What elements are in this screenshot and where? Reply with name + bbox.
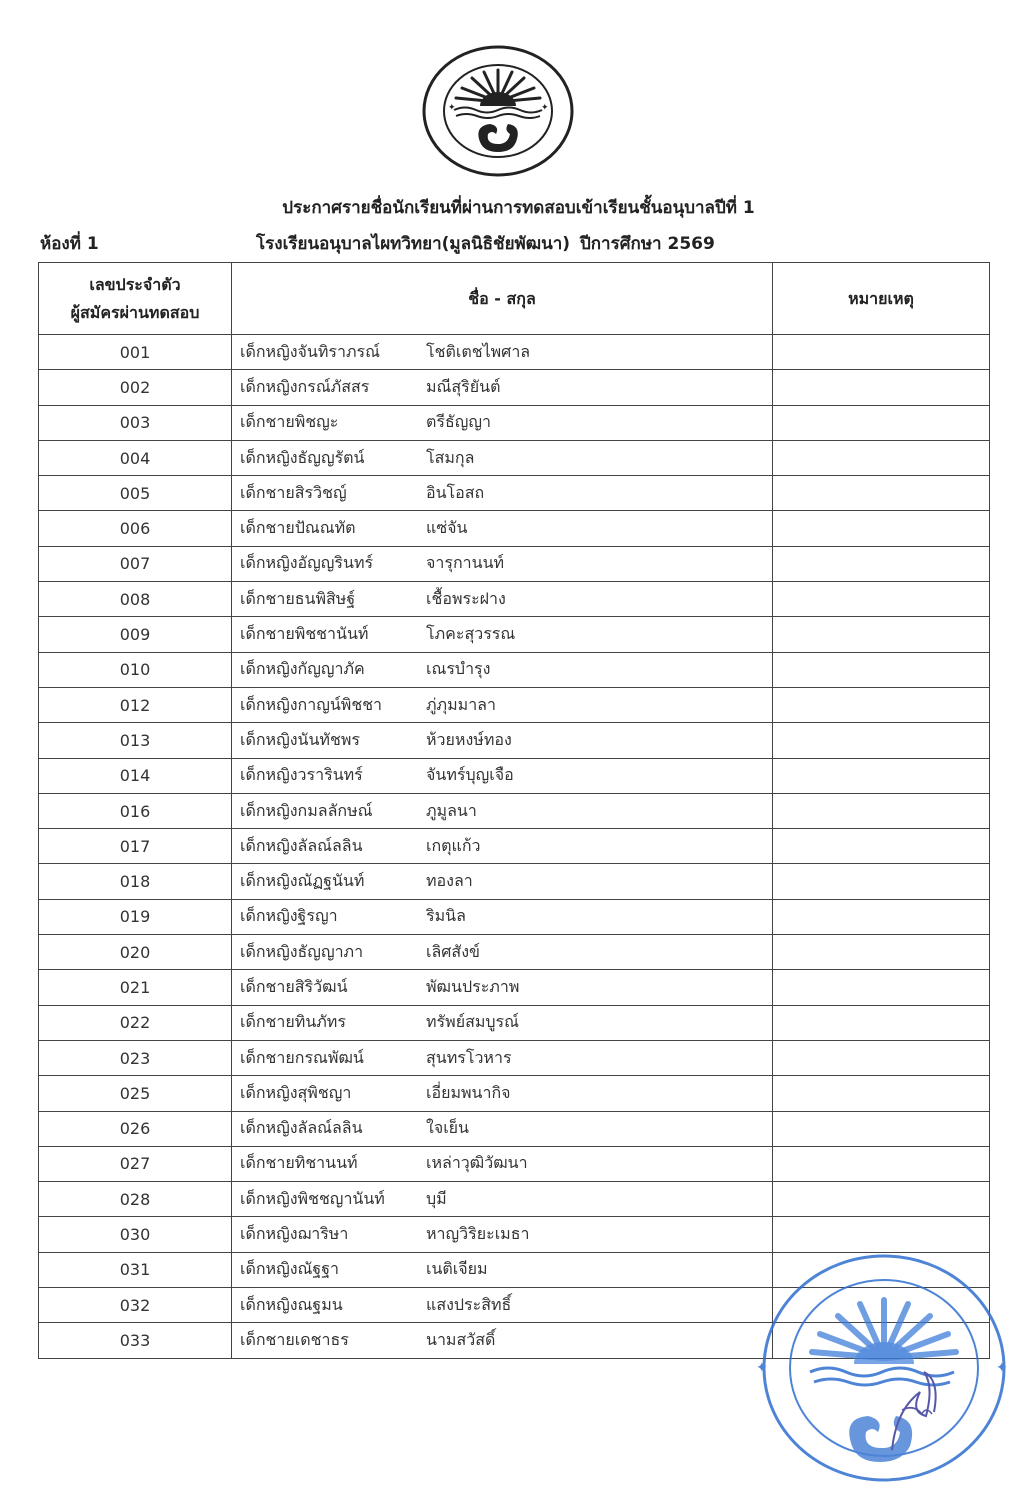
student-last-name: สุนทรโวหาร (426, 1047, 512, 1067)
applicant-id: 033 (39, 1323, 232, 1358)
school-year-heading (256, 230, 715, 257)
student-last-name: พัฒนประภาพ (426, 976, 520, 996)
room-label: ห้องที่ 1 (40, 234, 99, 254)
student-first-name: เด็กหญิงฌาริษา (240, 1224, 349, 1244)
column-header-id-line1: เลขประจำตัว (89, 274, 181, 294)
note-cell (773, 1005, 990, 1040)
student-last-name: จันทร์บุญเจือ (426, 765, 514, 785)
student-first-name: เด็กชายปัณณทัต (240, 518, 356, 538)
applicant-id: 005 (39, 476, 232, 511)
student-last-name: เอี่ยมพนากิจ (426, 1082, 511, 1102)
student-last-name: ภู่ภุมมาลา (426, 694, 496, 714)
student-last-name: ทองลา (426, 871, 473, 891)
table-row (39, 335, 990, 370)
student-first-name: เด็กหญิงลัลณ์ลลิน (240, 1118, 363, 1138)
applicant-id: 002 (39, 370, 232, 405)
note-cell (773, 617, 990, 652)
applicant-id: 027 (39, 1146, 232, 1181)
student-first-name: เด็กชายเดชาธร (240, 1329, 349, 1349)
student-first-name: เด็กชายสิรวิชญ์ (240, 482, 347, 502)
student-name (232, 970, 773, 1005)
applicant-id: 020 (39, 935, 232, 970)
student-name (232, 1005, 773, 1040)
student-name (232, 617, 773, 652)
applicant-id: 006 (39, 511, 232, 546)
column-header-id-line2: ผู้สมัครผ่านทดสอบ (70, 302, 200, 322)
student-last-name: เชื้อพระฝาง (426, 588, 506, 608)
table-row (39, 758, 990, 793)
student-first-name: เด็กหญิงณัฏฐนันท์ (240, 871, 365, 891)
table-row (39, 405, 990, 440)
student-first-name: เด็กชายธนพิสิษฐ์ (240, 588, 356, 608)
academic-year: ปีการศึกษา 2569 (579, 234, 715, 254)
applicant-id: 030 (39, 1217, 232, 1252)
student-last-name: ใจเย็น (426, 1118, 469, 1138)
student-name (232, 1252, 773, 1287)
student-name (232, 335, 773, 370)
applicant-id: 032 (39, 1288, 232, 1323)
student-last-name: จารุกานนท์ (426, 553, 505, 573)
table-row (39, 829, 990, 864)
student-first-name: เด็กหญิงกรณ์ภัสสร (240, 376, 370, 396)
student-name (232, 899, 773, 934)
student-first-name: เด็กชายพิชชานันท์ (240, 624, 369, 644)
student-name (232, 370, 773, 405)
note-cell (773, 1076, 990, 1111)
applicant-id: 021 (39, 970, 232, 1005)
student-name (232, 793, 773, 828)
note-cell (773, 970, 990, 1005)
applicant-id: 014 (39, 758, 232, 793)
applicant-id: 022 (39, 1005, 232, 1040)
note-cell (773, 1040, 990, 1075)
note-cell (773, 335, 990, 370)
student-first-name: เด็กชายทิชานนท์ (240, 1153, 358, 1173)
note-cell (773, 1146, 990, 1181)
student-name (232, 1146, 773, 1181)
student-last-name: ทรัพย์สมบูรณ์ (426, 1012, 519, 1032)
student-last-name: ตรีธัญญา (426, 412, 491, 432)
note-cell (773, 511, 990, 546)
table-row (39, 617, 990, 652)
note-cell (773, 405, 990, 440)
note-cell (773, 793, 990, 828)
table-row (39, 1005, 990, 1040)
student-name (232, 1182, 773, 1217)
student-last-name: อินโอสถ (426, 482, 485, 502)
svg-text:✦: ✦ (996, 1360, 1008, 1376)
note-cell (773, 582, 990, 617)
school-name: โรงเรียนอนุบาลไผทวิทยา(มูลนิธิชัยพัฒนา) (256, 234, 571, 254)
applicant-id: 028 (39, 1182, 232, 1217)
applicant-id: 003 (39, 405, 232, 440)
student-last-name: เหล่าวุฒิวัฒนา (426, 1153, 528, 1173)
note-cell (773, 476, 990, 511)
note-cell (773, 758, 990, 793)
table-row (39, 440, 990, 475)
table-row (39, 970, 990, 1005)
table-row (39, 1076, 990, 1111)
student-first-name: เด็กหญิงกัญญาภัค (240, 659, 365, 679)
table-row (39, 511, 990, 546)
note-cell (773, 370, 990, 405)
student-list-table (38, 262, 990, 1359)
applicant-id: 007 (39, 546, 232, 581)
student-first-name: เด็กหญิงฐิรญา (240, 906, 338, 926)
table-row (39, 793, 990, 828)
note-cell (773, 829, 990, 864)
student-name (232, 1076, 773, 1111)
announcement-title: ประกาศรายชื่อนักเรียนที่ผ่านการทดสอบเข้าเรียนชั้นอนุบาลปีที่ 1 (282, 198, 755, 218)
student-last-name: บุมี (426, 1188, 447, 1208)
student-last-name: โภคะสุวรรณ (426, 624, 516, 644)
applicant-id: 026 (39, 1111, 232, 1146)
svg-text:✦: ✦ (448, 103, 456, 113)
student-first-name: เด็กหญิงธัญญาภา (240, 941, 364, 961)
student-name (232, 935, 773, 970)
note-cell (773, 652, 990, 687)
applicant-id: 025 (39, 1076, 232, 1111)
note-cell (773, 1182, 990, 1217)
student-name (232, 723, 773, 758)
student-name (232, 1040, 773, 1075)
student-first-name: เด็กหญิงวรารินทร์ (240, 765, 363, 785)
student-name (232, 546, 773, 581)
table-row (39, 899, 990, 934)
student-last-name: โชติเตชไพศาล (426, 341, 531, 361)
student-name (232, 582, 773, 617)
applicant-id: 017 (39, 829, 232, 864)
table-row (39, 546, 990, 581)
student-first-name: เด็กชายสิริวัฒน์ (240, 976, 348, 996)
student-first-name: เด็กหญิงกาญน์พิชชา (240, 694, 383, 714)
student-last-name: เนติเจียม (426, 1259, 488, 1279)
student-first-name: เด็กชายพิชญะ (240, 412, 339, 432)
student-last-name: แสงประสิทธิ์ (426, 1294, 512, 1314)
table-row (39, 1040, 990, 1075)
applicant-id: 008 (39, 582, 232, 617)
student-name (232, 829, 773, 864)
student-first-name: เด็กหญิงกมลลักษณ์ (240, 800, 373, 820)
student-last-name: มณีสุริยันต์ (426, 376, 501, 396)
applicant-id: 019 (39, 899, 232, 934)
applicant-id: 016 (39, 793, 232, 828)
student-first-name: เด็กหญิงนันทัชพร (240, 729, 360, 749)
table-row (39, 1146, 990, 1181)
applicant-id: 010 (39, 652, 232, 687)
applicant-id: 004 (39, 440, 232, 475)
note-cell (773, 899, 990, 934)
column-header-id (39, 263, 232, 335)
note-cell (773, 1111, 990, 1146)
student-first-name: เด็กหญิงพิชชญานันท์ (240, 1188, 385, 1208)
student-first-name: เด็กหญิงจันทิราภรณ์ (240, 341, 380, 361)
student-first-name: เด็กหญิงสุพิชญา (240, 1082, 352, 1102)
note-cell (773, 440, 990, 475)
svg-text:✦: ✦ (756, 1360, 768, 1376)
student-first-name: เด็กชายกรณพัฒน์ (240, 1047, 364, 1067)
student-name (232, 476, 773, 511)
student-last-name: นามสวัสดิ์ (426, 1329, 496, 1349)
student-name (232, 1217, 773, 1252)
table-row (39, 652, 990, 687)
student-last-name: ริมนิล (426, 906, 466, 926)
student-last-name: โสมกุล (426, 447, 475, 467)
applicant-id: 031 (39, 1252, 232, 1287)
applicant-id: 013 (39, 723, 232, 758)
student-name (232, 405, 773, 440)
student-last-name: ห้วยหงษ์ทอง (426, 729, 512, 749)
student-name (232, 511, 773, 546)
applicant-id: 001 (39, 335, 232, 370)
table-header-row (39, 263, 990, 335)
table-row (39, 1111, 990, 1146)
table-row (39, 864, 990, 899)
applicant-id: 009 (39, 617, 232, 652)
official-stamp (752, 1240, 1010, 1485)
student-name (232, 1111, 773, 1146)
student-last-name: เกตุแก้ว (426, 835, 481, 855)
note-cell (773, 687, 990, 722)
student-name (232, 652, 773, 687)
table-row (39, 687, 990, 722)
table-row (39, 582, 990, 617)
student-name (232, 440, 773, 475)
svg-text:✦: ✦ (541, 103, 549, 113)
school-logo-seal (420, 44, 576, 178)
note-cell (773, 864, 990, 899)
student-first-name: เด็กหญิงณฐมน (240, 1294, 343, 1314)
student-first-name: เด็กหญิงธัญญรัตน์ (240, 447, 365, 467)
table-row (39, 935, 990, 970)
student-first-name: เด็กชายทินภัทร (240, 1012, 346, 1032)
student-last-name: เลิศสังข์ (426, 941, 480, 961)
note-cell (773, 935, 990, 970)
student-first-name: เด็กหญิงณัฐฐา (240, 1259, 340, 1279)
student-name (232, 758, 773, 793)
table-row (39, 370, 990, 405)
note-cell (773, 723, 990, 758)
table-row (39, 723, 990, 758)
applicant-id: 023 (39, 1040, 232, 1075)
applicant-id: 018 (39, 864, 232, 899)
student-name (232, 864, 773, 899)
student-first-name: เด็กหญิงอัญญรินทร์ (240, 553, 374, 573)
student-last-name: แซ่จัน (426, 518, 468, 538)
table-row (39, 1182, 990, 1217)
column-header-note: หมายเหตุ (773, 263, 990, 335)
table-row (39, 476, 990, 511)
student-name (232, 1288, 773, 1323)
student-first-name: เด็กหญิงลัลณ์ลลิน (240, 835, 363, 855)
student-name (232, 687, 773, 722)
note-cell (773, 546, 990, 581)
student-last-name: เณรบำรุง (426, 659, 491, 679)
student-last-name: ภูมูลนา (426, 800, 477, 820)
applicant-id: 012 (39, 687, 232, 722)
student-last-name: หาญวิริยะเมธา (426, 1224, 530, 1244)
column-header-name: ชื่อ - สกุล (232, 263, 773, 335)
student-name (232, 1323, 773, 1358)
